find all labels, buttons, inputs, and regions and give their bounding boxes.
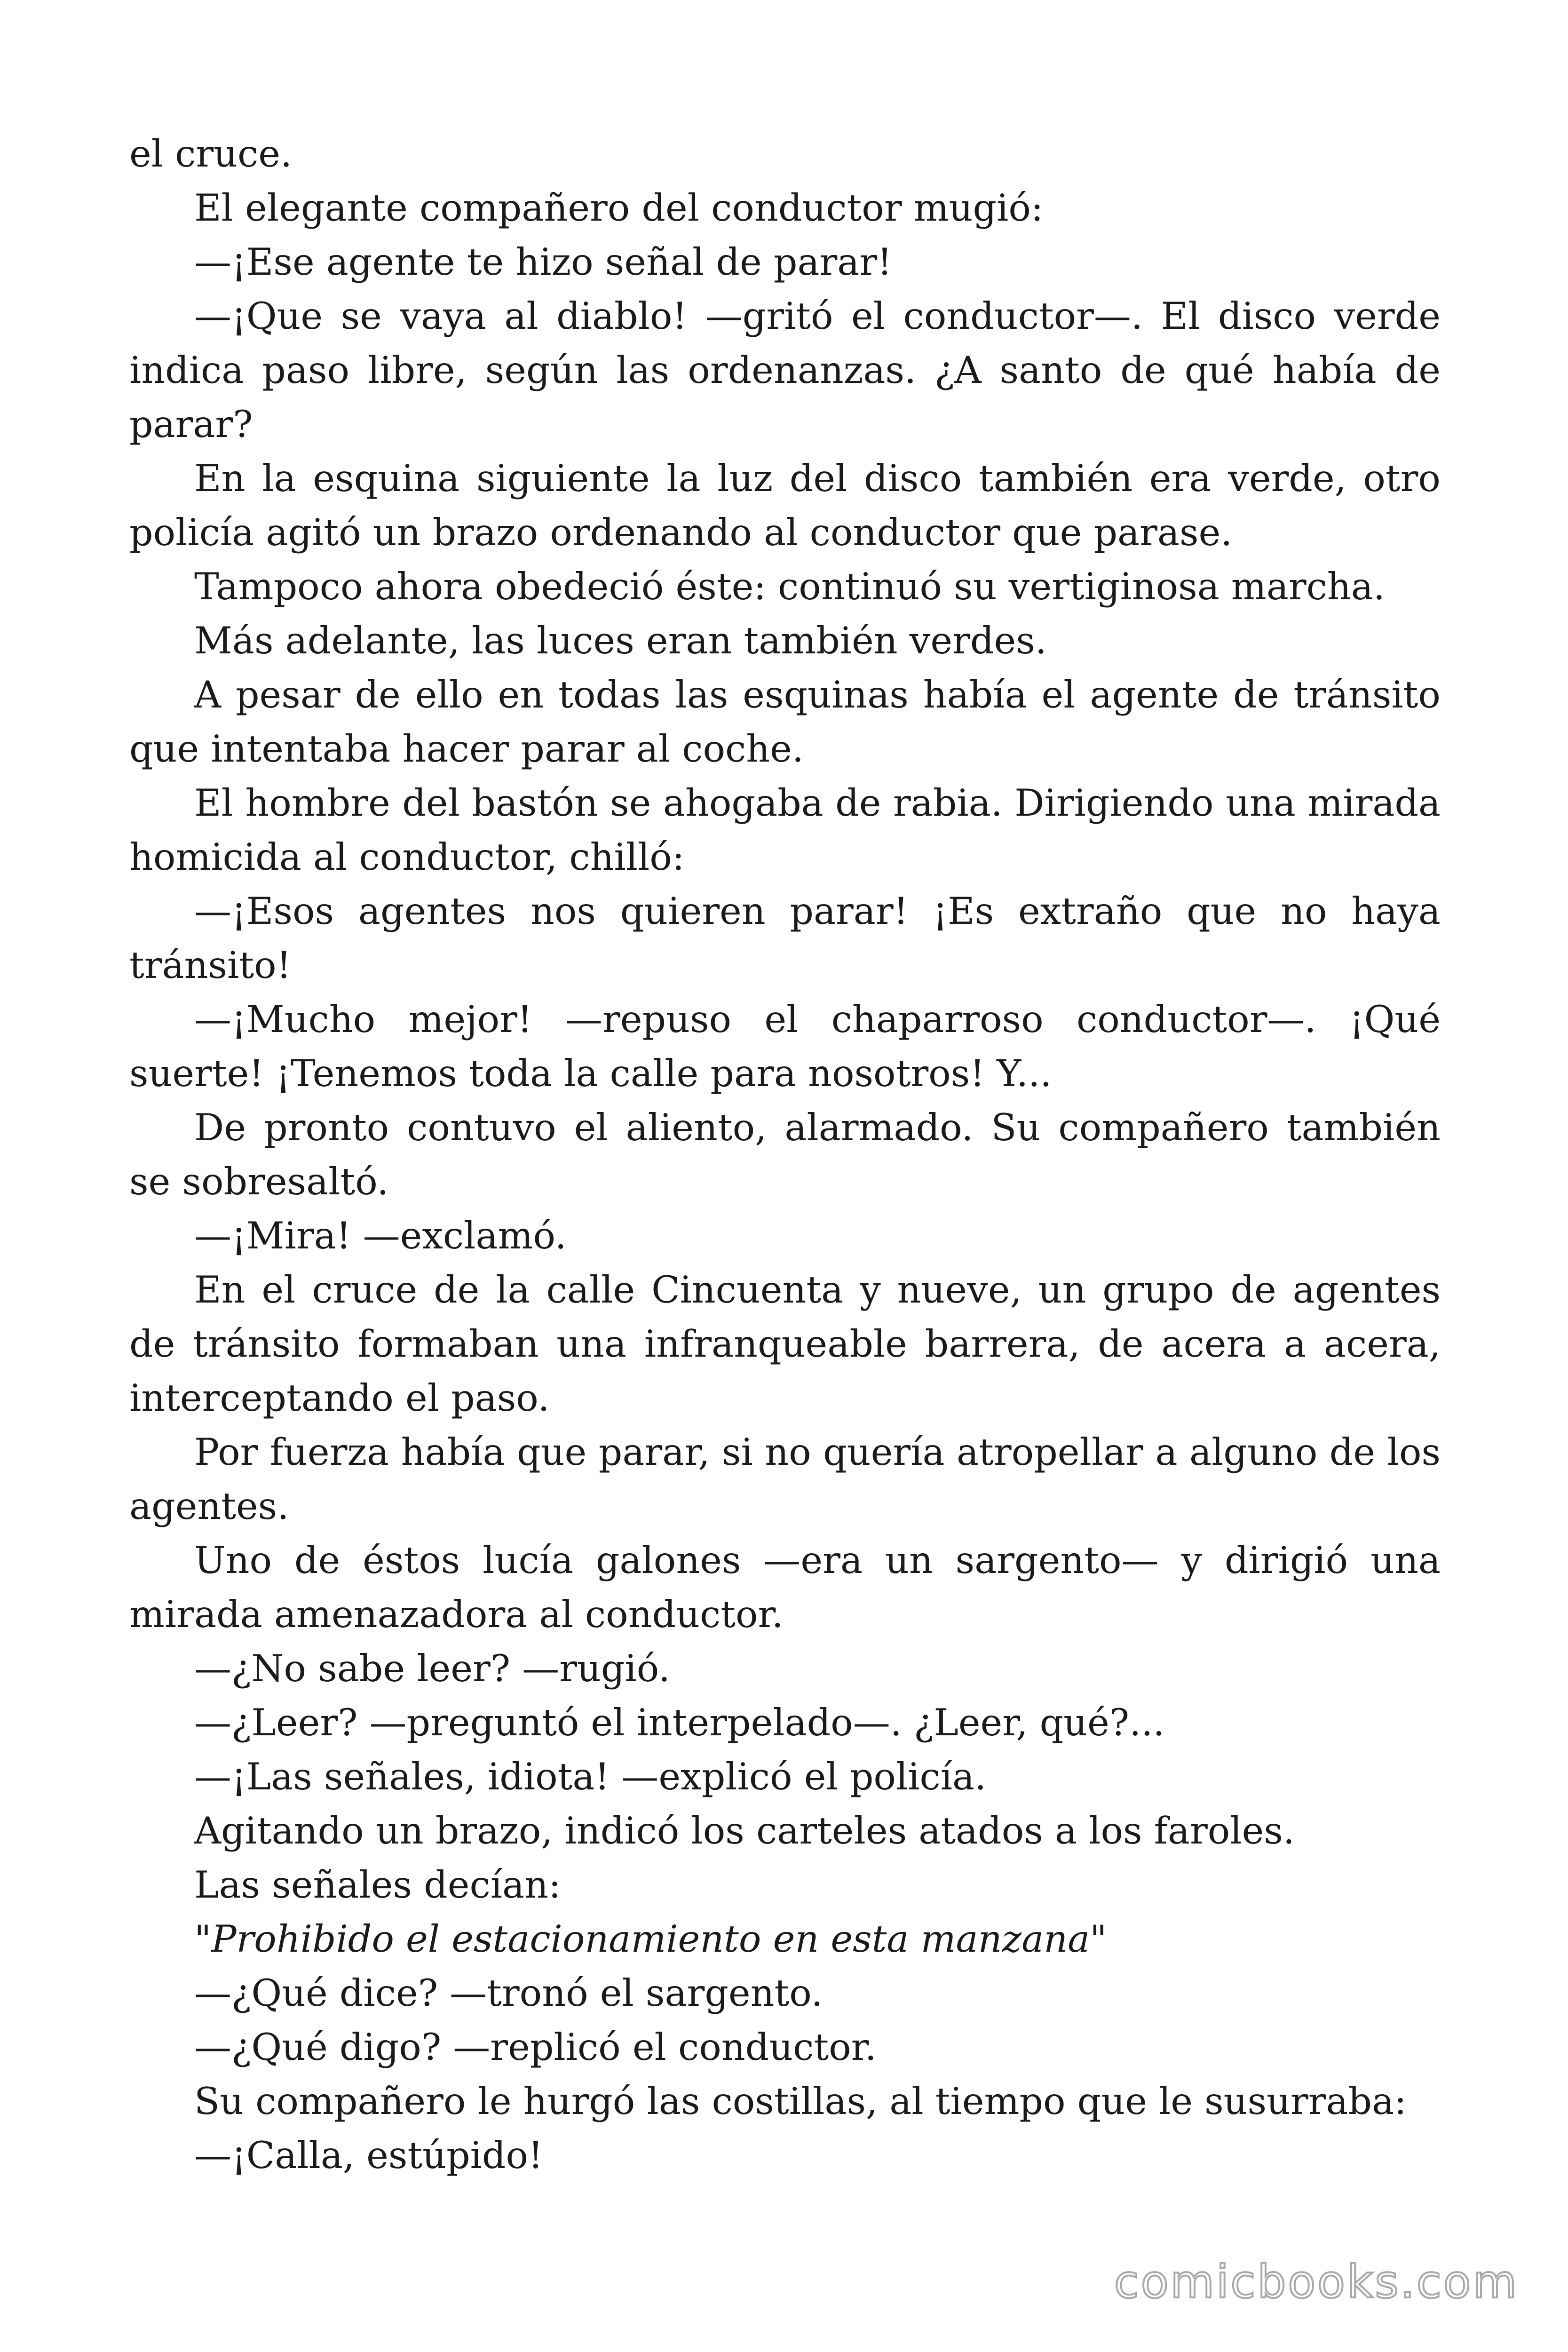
paragraph: Uno de éstos lucía galones —era un sargento— y dirigió una mirada amenazadora al conductor. [129, 1539, 1441, 1636]
paragraph: —¿Qué dice? —tronó el sargento. [194, 1971, 823, 2015]
paragraph: —¡Calla, estúpido! [194, 2134, 543, 2177]
paragraph: De pronto contuvo el aliento, alarmado. Su compañero también se sobresaltó. [129, 1106, 1441, 1203]
paragraph: En la esquina siguiente la luz del disco también era verde, otro policía agitó un brazo ordenando al conductor que parase. [129, 457, 1441, 554]
paragraph: A pesar de ello en todas las esquinas había el agente de tránsito que intentaba hacer parar al coche. [129, 673, 1441, 771]
paragraph: el cruce. [129, 132, 293, 175]
paragraph: —¡Mucho mejor! —repuso el chaparroso conductor—. ¡Qué suerte! ¡Tenemos toda la calle para nosotros! Y... [129, 998, 1441, 1095]
paragraph: En el cruce de la calle Cincuenta y nueve, un grupo de agentes de tránsito formaban una infranqueable barrera, de acera a acera, interceptando el paso. [129, 1268, 1441, 1420]
paragraph: —¡Esos agentes nos quieren parar! ¡Es extraño que no haya tránsito! [129, 890, 1441, 987]
paragraph: Por fuerza había que parar, si no quería atropellar a alguno de los agentes. [129, 1430, 1441, 1528]
paragraph: —¡Mira! —exclamó. [194, 1214, 567, 1257]
paragraph: Tampoco ahora obedeció éste: continuó su vertiginosa marcha. [194, 565, 1386, 608]
paragraph: —¿Qué digo? —replicó el conductor. [194, 2026, 877, 2069]
paragraph: —¡Las señales, idiota! —explicó el policía. [194, 1755, 987, 1798]
paragraph: —¡Que se vaya al diablo! —gritó el conductor—. El disco verde indica paso libre, según las ordenanzas. ¿A santo de qué había de parar? [129, 294, 1441, 446]
watermark: comicbooks.com [1114, 2256, 1519, 2308]
paragraph: Agitando un brazo, indicó los carteles atados a los faroles. [194, 1809, 1295, 1852]
paragraph: —¿Leer? —preguntó el interpelado—. ¿Leer, qué?... [194, 1701, 1165, 1744]
paragraph: Más adelante, las luces eran también verdes. [194, 619, 1047, 662]
paragraph: "Prohibido el estacionamiento en esta manzana" [194, 1917, 1107, 1961]
paragraph: Su compañero le hurgó las costillas, al tiempo que le susurraba: [194, 2080, 1407, 2123]
paragraph: Las señales decían: [194, 1863, 561, 1907]
paragraph: —¿No sabe leer? —rugió. [194, 1647, 670, 1690]
paragraph: —¡Ese agente te hizo señal de parar! [194, 240, 892, 284]
body-text [129, 127, 1441, 2183]
paragraph: El hombre del bastón se ahogaba de rabia. Dirigiendo una mirada homicida al conductor, chilló: [129, 781, 1441, 879]
paragraph: El elegante compañero del conductor mugió: [194, 186, 1044, 230]
